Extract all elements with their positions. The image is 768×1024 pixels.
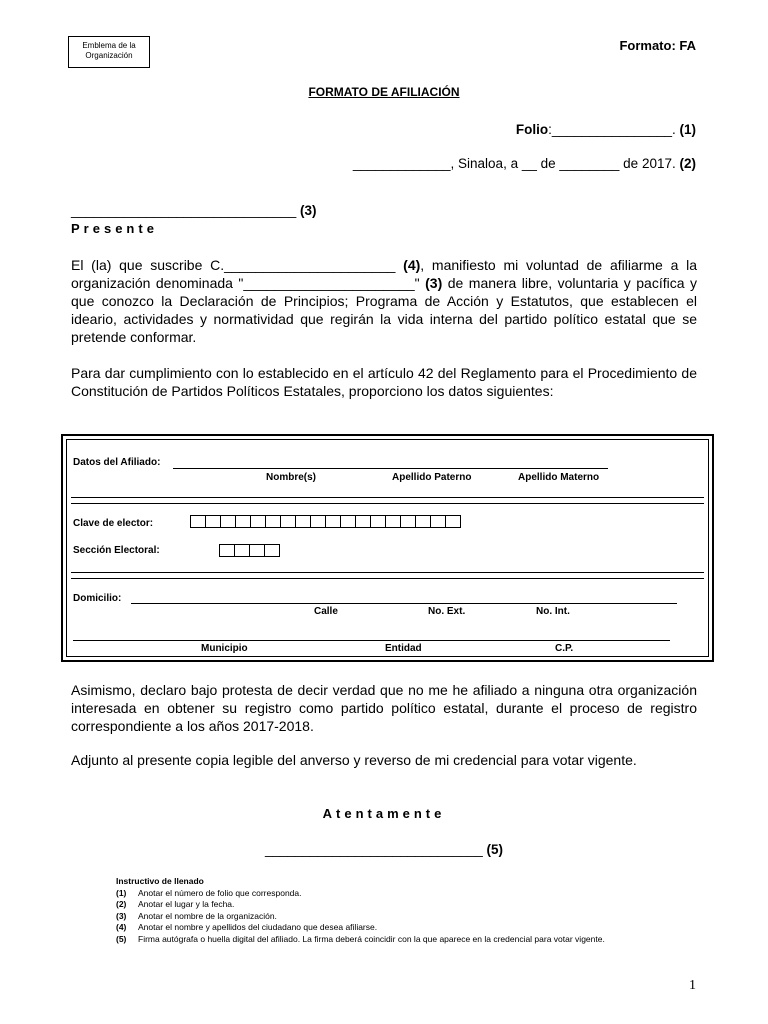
p1-ref3: (3): [425, 275, 443, 291]
place-date-ref: (2): [679, 156, 696, 171]
clave-elector-box[interactable]: [325, 515, 341, 528]
clave-elector-box[interactable]: [235, 515, 251, 528]
place-date-line: [353, 156, 696, 171]
paragraph-declaration: [71, 256, 697, 346]
p1-part-b: , manifiesto mi voluntad de afiliarme a la organización denominada "______________________": [71, 257, 697, 291]
seccion-electoral-box[interactable]: [264, 544, 280, 557]
folio-label: Folio: [515, 122, 549, 137]
seccion-electoral-box[interactable]: [234, 544, 250, 557]
clave-elector-box[interactable]: [265, 515, 281, 528]
clave-elector-box[interactable]: [205, 515, 221, 528]
p1-ref4: (4): [403, 257, 421, 273]
affiliate-data-form: [61, 434, 714, 662]
instructions: [116, 876, 605, 946]
clave-elector-box[interactable]: [295, 515, 311, 528]
instruction-item: (4) Anotar el nombre y apellidos del ciudadano que desea afiliarse.: [116, 922, 378, 933]
presente-heading: Presente: [71, 221, 158, 236]
signature-line: [265, 842, 503, 857]
emblem-line2: Organización: [85, 51, 133, 60]
page-title: FORMATO DE AFILIACIÓN: [308, 85, 460, 99]
clave-elector-box[interactable]: [310, 515, 326, 528]
clave-elector-box[interactable]: [220, 515, 236, 528]
p1-part-a: El (la) que suscribe C.______________________: [71, 257, 396, 273]
instruction-item: (1) Anotar el número de folio que corresponda.: [116, 887, 302, 898]
seccion-electoral-label: Sección Electoral:: [73, 545, 160, 556]
seccion-electoral-boxes[interactable]: [219, 544, 279, 557]
page-number: 1: [689, 978, 696, 993]
closing-atentamente: Atentamente: [322, 806, 446, 821]
nombre-caption: Nombre(s): [266, 472, 317, 483]
format-code: Formato: FA: [619, 38, 696, 53]
addressee-ref: (3): [300, 203, 317, 218]
addressee-line: [71, 203, 317, 218]
seccion-electoral-box[interactable]: [219, 544, 235, 557]
clave-elector-box[interactable]: [400, 515, 416, 528]
form-inner-border: [66, 439, 709, 657]
clave-elector-box[interactable]: [250, 515, 266, 528]
signature-ref: (5): [486, 842, 503, 857]
domicilio-label: Domicilio:: [73, 593, 122, 604]
section-divider: [71, 572, 704, 579]
domicilio-line[interactable]: [131, 603, 677, 604]
clave-elector-box[interactable]: [190, 515, 206, 528]
no-int-caption: No. Int.: [536, 606, 570, 617]
instructions-title: Instructivo de llenado: [116, 876, 204, 886]
municipio-caption: Municipio: [201, 643, 248, 654]
clave-elector-box[interactable]: [370, 515, 386, 528]
paragraph-compliance: Para dar cumplimiento con lo establecido en el artículo 42 del Reglamento para el Procedimiento de Constitución de Partidos Políticos Estatales, proporciono los datos siguientes:: [71, 365, 697, 399]
folio-ref: (1): [679, 122, 696, 137]
cp-caption: C.P.: [555, 643, 574, 654]
place-date-text: _____________, Sinaloa, a __ de ________ de 2017.: [352, 156, 676, 171]
folio-line: [516, 122, 696, 137]
folio-blank: :________________.: [548, 122, 676, 137]
municipio-line[interactable]: [73, 640, 670, 641]
emblem-placeholder: [68, 36, 150, 68]
clave-elector-box[interactable]: [280, 515, 296, 528]
paragraph-protest: Asimismo, declaro bajo protesta de decir verdad que no me he afiliado a ninguna otra organización interesada en obtener su registro como partido político estatal, durante el proceso de registro correspondiente a los años 2017-2018.: [71, 682, 697, 734]
afiliado-name-line[interactable]: [173, 468, 608, 469]
section-divider: [71, 497, 704, 504]
emblem-line1: Emblema de la: [82, 41, 136, 50]
clave-elector-box[interactable]: [355, 515, 371, 528]
clave-elector-boxes[interactable]: [190, 515, 460, 528]
apellido-paterno-caption: Apellido Paterno: [392, 472, 472, 483]
afiliado-label: Datos del Afiliado:: [73, 457, 161, 468]
signature-blank: _____________________________: [265, 842, 483, 857]
instruction-item: (3) Anotar el nombre de la organización.: [116, 910, 277, 921]
instruction-item: (2) Anotar el lugar y la fecha.: [116, 899, 235, 910]
clave-elector-label: Clave de elector:: [73, 518, 154, 529]
addressee-blank: ______________________________: [71, 203, 297, 218]
entidad-caption: Entidad: [385, 643, 422, 654]
calle-caption: Calle: [314, 606, 338, 617]
p1-part-c: de manera libre, voluntaria y pacífica y que conozco la Declaración de Principios; Programa de Acción y Estatutos, que establecen el ideario, actividades y normatividad que regirán la vida interna del partido político estatal que se pretende conformar.: [71, 275, 697, 345]
paragraph-attachment: Adjunto al presente copia legible del anverso y reverso de mi credencial para votar vigente.: [71, 752, 637, 768]
clave-elector-box[interactable]: [415, 515, 431, 528]
seccion-electoral-box[interactable]: [249, 544, 265, 557]
instruction-item: (5) Firma autógrafa o huella digital del afiliado. La firma deberá coincidir con la que aparece en la credencial para votar vigente.: [116, 933, 605, 944]
clave-elector-box[interactable]: [430, 515, 446, 528]
clave-elector-box[interactable]: [385, 515, 401, 528]
clave-elector-box[interactable]: [445, 515, 461, 528]
no-ext-caption: No. Ext.: [428, 606, 466, 617]
clave-elector-box[interactable]: [340, 515, 356, 528]
apellido-materno-caption: Apellido Materno: [518, 472, 600, 483]
